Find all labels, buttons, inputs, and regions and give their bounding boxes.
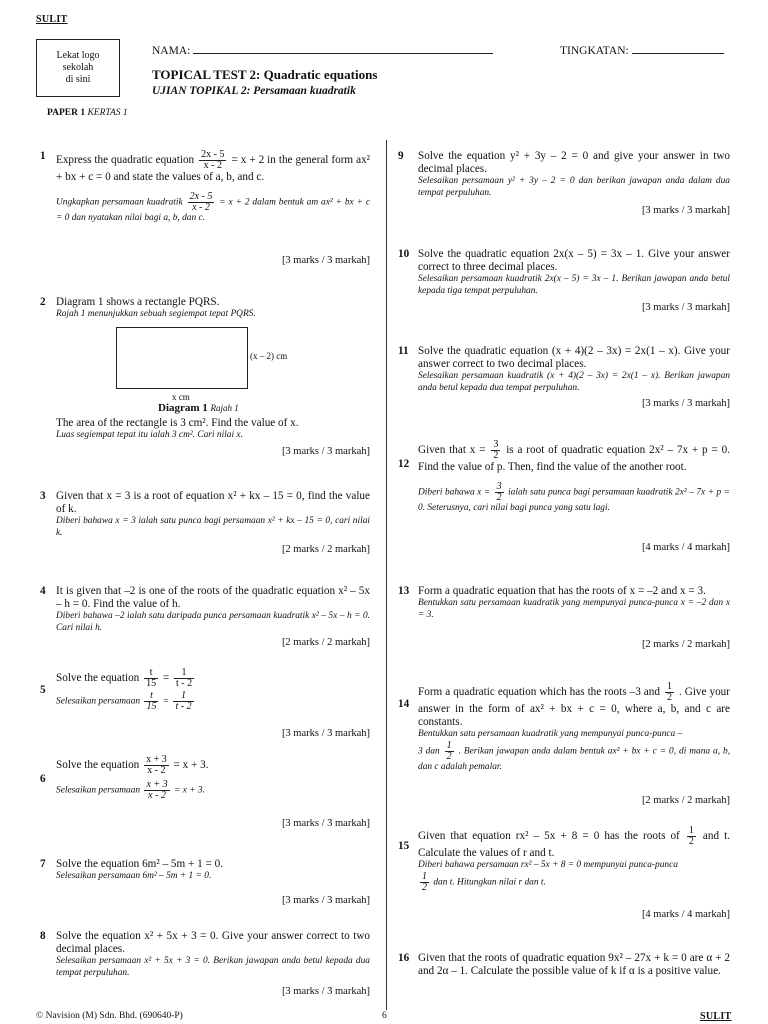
question-10 <box>398 248 730 318</box>
question-2 <box>40 296 370 461</box>
q13-malay-text: Bentukkan satu persamaan kuadratik yang mempunyai punca-punca x = –2 dan x = 3. <box>418 598 730 620</box>
q6-rhs: = x + 3. <box>173 759 209 772</box>
question-number: 11 <box>398 345 409 357</box>
q1-malay-text <box>56 192 370 225</box>
q1-text-b: = x + 2 in the general form ax² + bx + c = 0 and state the values of a, b, and c. <box>56 154 371 183</box>
q14-my-a: Bentukkan satu persamaan kuadratik yang mempunyai punca-punca – <box>418 729 683 739</box>
name-label: NAMA: <box>152 45 191 57</box>
question-15 <box>398 826 730 926</box>
form-field[interactable] <box>560 41 724 57</box>
fraction-denominator: t - 2 <box>175 701 192 712</box>
marks-label: [3 marks / 3 markah] <box>641 302 730 313</box>
page-title: TOPICAL TEST 2: Quadratic equations <box>152 67 378 82</box>
fraction-denominator: 2 <box>666 692 672 703</box>
q1-my-b: = x + 2 dalam bentuk am ax² + bx + c = 0 dan nyatakan nilai bagi a, b, dan c. <box>56 197 370 223</box>
question-11 <box>398 345 730 415</box>
q6-my-rhs: = x + 3. <box>173 785 205 796</box>
fraction-denominator: x - 2 <box>192 202 210 213</box>
q7-malay-text: Selesaikan persamaan 6m² – 5m + 1 = 0. <box>56 871 212 881</box>
question-number: 13 <box>398 585 410 597</box>
copyright-footer: © Navision (M) Sdn. Bhd. (690640-P) <box>36 1011 183 1021</box>
q5-fraction-right <box>174 668 194 689</box>
question-number: 2 <box>40 296 46 308</box>
q12-fraction <box>491 440 500 461</box>
q12-my-a: Diberi bahawa x = <box>418 487 491 498</box>
fraction-denominator: t - 2 <box>175 678 193 689</box>
q2-malay-text-2: Luas segiempat tepat itu ialah 3 cm². Cari nilai x. <box>56 430 243 440</box>
tingkatan-blank-line[interactable] <box>632 41 724 54</box>
fraction-numerator: 1 <box>688 825 694 836</box>
rectangle-pqrs-diagram <box>116 327 248 389</box>
marks-label: [2 marks / 2 markah] <box>281 637 370 648</box>
logo-text-1: Lekat logo <box>56 50 100 61</box>
question-5 <box>40 668 370 743</box>
diagram-caption <box>158 402 239 415</box>
q2-text-2: The area of the rectangle is 3 cm². Find the value of x. <box>56 417 299 429</box>
fraction-numerator: t <box>144 691 158 702</box>
question-7 <box>40 858 370 908</box>
q15-text-a: Given that equation rx² – 5x + 8 = 0 has the roots of <box>418 830 680 843</box>
logo-text-3: di sini <box>65 74 91 85</box>
fraction-denominator: 15 <box>146 701 157 712</box>
page-subtitle: UJIAN TOPIKAL 2: Persamaan kuadratik <box>152 85 356 97</box>
question-text <box>418 682 730 773</box>
question-number: 6 <box>40 773 46 785</box>
marks-label: [4 marks / 4 markah] <box>641 909 730 920</box>
q5-text: Solve the equation <box>56 672 140 685</box>
marks-label: [3 marks / 3 markah] <box>281 818 370 829</box>
tingkatan-label: TINGKATAN: <box>560 45 629 57</box>
page-number: 6 <box>382 1011 387 1021</box>
q4-text: It is given that –2 is one of the roots of the quadratic equation x² – 5x – h = 0. Find the value of h. <box>56 585 370 610</box>
fraction-numerator: 2x - 5 <box>201 149 225 160</box>
q1-fraction <box>199 150 226 171</box>
question-text <box>418 585 730 621</box>
question-text <box>418 826 730 893</box>
q15-text-b: and t. Calculate the values of r and t. <box>418 830 730 859</box>
marks-label: [4 marks / 4 markah] <box>641 542 730 553</box>
diagram-caption-en: Diagram 1 <box>158 402 208 414</box>
q12-malay-text <box>418 482 730 515</box>
q5-my-fraction-left <box>144 691 158 712</box>
question-number: 3 <box>40 490 46 502</box>
q15-fraction <box>687 826 696 847</box>
question-text <box>56 296 370 321</box>
question-3 <box>40 490 370 560</box>
q3-malay-text: Diberi bahawa x = 3 ialah satu punca bagi persamaan x² + kx – 15 = 0, cari nilai k. <box>56 516 370 538</box>
fraction-denominator: x - 2 <box>147 765 166 776</box>
q5-malay-text <box>56 691 370 712</box>
fraction-denominator: x - 2 <box>203 160 222 171</box>
q12-my-b: ialah satu punca bagi persamaan kuadratik 2x² – 7x + p = 0. Seterusnya, cari nilai bagi punca yang satu lagi. <box>418 487 731 513</box>
question-number: 5 <box>40 684 46 696</box>
question-text <box>418 440 730 515</box>
q12-text-b: is a root of quadratic equation 2x² – 7x + p = 0. Find the value of p. Then, find the value of the another root. <box>418 444 731 473</box>
question-number: 15 <box>398 840 410 852</box>
q8-text: Solve the equation x² + 5x + 3 = 0. Give your answer correct to two decimal places. <box>56 930 370 955</box>
q8-malay-text: Selesaikan persamaan x² + 5x + 3 = 0. Berikan jawapan anda betul kepada dua tempat perpuluhan. <box>56 956 370 978</box>
question-4 <box>40 585 370 655</box>
q4-malay-text: Diberi bahawa –2 ialah satu daripada punca persamaan kuadratik x² – 5x – h = 0. Cari nilai h. <box>56 611 370 633</box>
fraction-numerator: 2x - 5 <box>189 191 213 202</box>
marks-label: [2 marks / 2 markah] <box>641 795 730 806</box>
fraction-numerator: 1 <box>173 691 193 702</box>
q1-text-a: Express the quadratic equation <box>56 154 195 167</box>
fraction-denominator: 2 <box>493 450 499 461</box>
question-text <box>418 345 730 394</box>
question-14 <box>398 682 730 810</box>
question-13 <box>398 585 730 655</box>
question-number: 10 <box>398 248 410 260</box>
q14-my-c: . Berikan jawapan anda dalam bentuk ax² + bx + c = 0, di mana a, b, dan c adalah pemalar. <box>418 746 731 772</box>
question-9 <box>398 150 730 220</box>
marks-label: [3 marks / 3 markah] <box>641 398 730 409</box>
q15-my-a: Diberi bahawa persamaan rx² – 5x + 8 = 0 mempunyai punca-punca <box>418 860 678 870</box>
marks-label: [3 marks / 3 markah] <box>281 986 370 997</box>
paper-en: PAPER 1 <box>47 108 86 118</box>
question-text: Given that the roots of quadratic equation 9x² – 27x + k = 0 are α + 2 and 2α – 1. Calculate the possible value of k if α is a positive value. <box>418 952 730 977</box>
question-number: 8 <box>40 930 46 942</box>
question-text <box>418 248 730 297</box>
question-6 <box>40 755 370 835</box>
q14-fraction <box>665 682 674 703</box>
marks-label: [3 marks / 3 markah] <box>641 205 730 216</box>
q6-my: Selesaikan persamaan <box>56 785 141 796</box>
question-number: 1 <box>40 150 46 162</box>
q14-malay-text <box>418 729 730 773</box>
fraction-numerator: x + 3 <box>146 779 168 790</box>
question-text <box>56 668 370 712</box>
q15-my-fraction <box>420 872 429 893</box>
q10-malay-text: Selesaikan persamaan kuadratik 2x(x – 5) = 3x – 1. Berikan jawapan anda betul kepada tiga tempat perpuluhan. <box>418 274 730 296</box>
q6-my-fraction <box>144 780 169 801</box>
marks-label: [3 marks / 3 markah] <box>281 446 370 457</box>
q5-my-fraction-right <box>173 691 193 712</box>
fraction-numerator: 3 <box>493 439 499 450</box>
question-12 <box>398 440 730 558</box>
question-number: 4 <box>40 585 46 597</box>
fraction-numerator: 3 <box>496 481 502 492</box>
question-text <box>418 150 730 199</box>
question-number: 16 <box>398 952 410 964</box>
q7-text: Solve the equation 6m² – 5m + 1 = 0. <box>56 858 223 870</box>
question-text <box>56 930 370 979</box>
question-1 <box>40 150 370 270</box>
rectangle-side-label: (x – 2) cm <box>250 351 288 361</box>
q12-my-fraction <box>495 482 504 503</box>
fraction-denominator: 2 <box>446 750 452 762</box>
sulit-label-bottom: SULIT <box>700 1011 732 1022</box>
q11-malay-text: Selesaikan persamaan kuadratik (x + 4)(2 – 3x) = 2x(1 – x). Berikan jawapan anda betul kepada dua tempat perpuluhan. <box>418 371 730 393</box>
q1-my-a: Ungkapkan persamaan kuadratik <box>56 197 183 208</box>
question-number: 14 <box>398 698 410 710</box>
question-number: 7 <box>40 858 46 870</box>
q3-text: Given that x = 3 is a root of equation x² + kx – 15 = 0, find the value of k. <box>56 490 370 515</box>
fraction-numerator: 1 <box>422 870 427 882</box>
marks-label: [3 marks / 3 markah] <box>281 255 370 266</box>
marks-label: [2 marks / 2 markah] <box>281 544 370 555</box>
q15-malay-text <box>418 860 730 893</box>
fraction-numerator: t <box>144 668 158 679</box>
fraction-numerator: 1 <box>174 668 194 679</box>
q9-malay-text: Selesaikan persamaan y² + 3y – 2 = 0 dan berikan jawapan anda dalam dua tempat perpuluhan. <box>418 176 730 198</box>
q14-my-b: 3 dan <box>418 746 440 757</box>
column-divider <box>386 140 387 1010</box>
q5-my: Selesaikan persamaan <box>56 696 141 707</box>
q2-second-text <box>56 417 370 442</box>
paper-my: KERTAS 1 <box>87 108 128 118</box>
marks-label: [3 marks / 3 markah] <box>281 895 370 906</box>
equals-sign: = <box>162 672 170 685</box>
fraction-denominator: 2 <box>422 881 427 893</box>
fraction-denominator: 15 <box>146 678 157 689</box>
fraction-numerator: x + 3 <box>146 754 167 765</box>
q6-malay-text <box>56 780 370 801</box>
q9-text: Solve the equation y² + 3y – 2 = 0 and give your answer in two decimal places. <box>418 150 730 175</box>
question-text <box>56 490 370 539</box>
q10-text: Solve the quadratic equation 2x(x – 5) = 3x – 1. Give your answer correct to three decimal places. <box>418 248 730 273</box>
q2-malay-text: Rajah 1 menunjukkan sebuah segiempat tepat PQRS. <box>56 309 256 319</box>
question-8 <box>40 930 370 1000</box>
name-field[interactable] <box>152 41 493 57</box>
equals-sign: = <box>162 696 170 707</box>
q5-fraction-left <box>144 668 158 689</box>
question-16 <box>398 952 730 1000</box>
q14-text-a: Form a quadratic equation which has the roots –3 and <box>418 686 660 699</box>
question-text <box>56 585 370 634</box>
fraction-denominator: 2 <box>496 492 502 503</box>
question-number: 12 <box>398 458 410 470</box>
logo-text-2: sekolah <box>62 62 94 73</box>
q11-text: Solve the quadratic equation (x + 4)(2 – 3x) = 2x(1 – x). Give your answer correct to two decimal places. <box>418 345 730 370</box>
question-number: 9 <box>398 150 404 162</box>
school-logo-placeholder <box>36 39 120 97</box>
q6-fraction <box>144 755 169 776</box>
q6-text: Solve the equation <box>56 759 140 772</box>
fraction-numerator: 1 <box>666 681 672 692</box>
q12-text-a: Given that x = <box>418 444 486 457</box>
marks-label: [3 marks / 3 markah] <box>281 728 370 739</box>
q13-text: Form a quadratic equation that has the roots of x = –2 and x = 3. <box>418 585 706 597</box>
marks-label: [2 marks / 2 markah] <box>641 639 730 650</box>
fraction-numerator: 1 <box>446 739 452 751</box>
q14-my-fraction <box>445 741 454 762</box>
question-text <box>56 858 370 883</box>
paper-label <box>47 108 128 118</box>
q15-my-b: dan t. Hitungkan nilai r dan t. <box>433 877 546 888</box>
name-blank-line[interactable] <box>193 41 493 54</box>
fraction-denominator: 2 <box>688 836 694 847</box>
q14-text-b: . Give your answer in the form of ax² + bx + c = 0, where a, b, and c are constants. <box>418 686 730 728</box>
sulit-label-top: SULIT <box>36 14 68 25</box>
rectangle-bottom-label: x cm <box>172 392 190 402</box>
q2-text: Diagram 1 shows a rectangle PQRS. <box>56 296 220 308</box>
diagram-caption-my: Rajah 1 <box>210 403 239 413</box>
fraction-denominator: x - 2 <box>148 790 166 801</box>
q1-my-fraction <box>188 192 215 213</box>
question-text <box>56 150 370 225</box>
question-text <box>56 755 370 801</box>
